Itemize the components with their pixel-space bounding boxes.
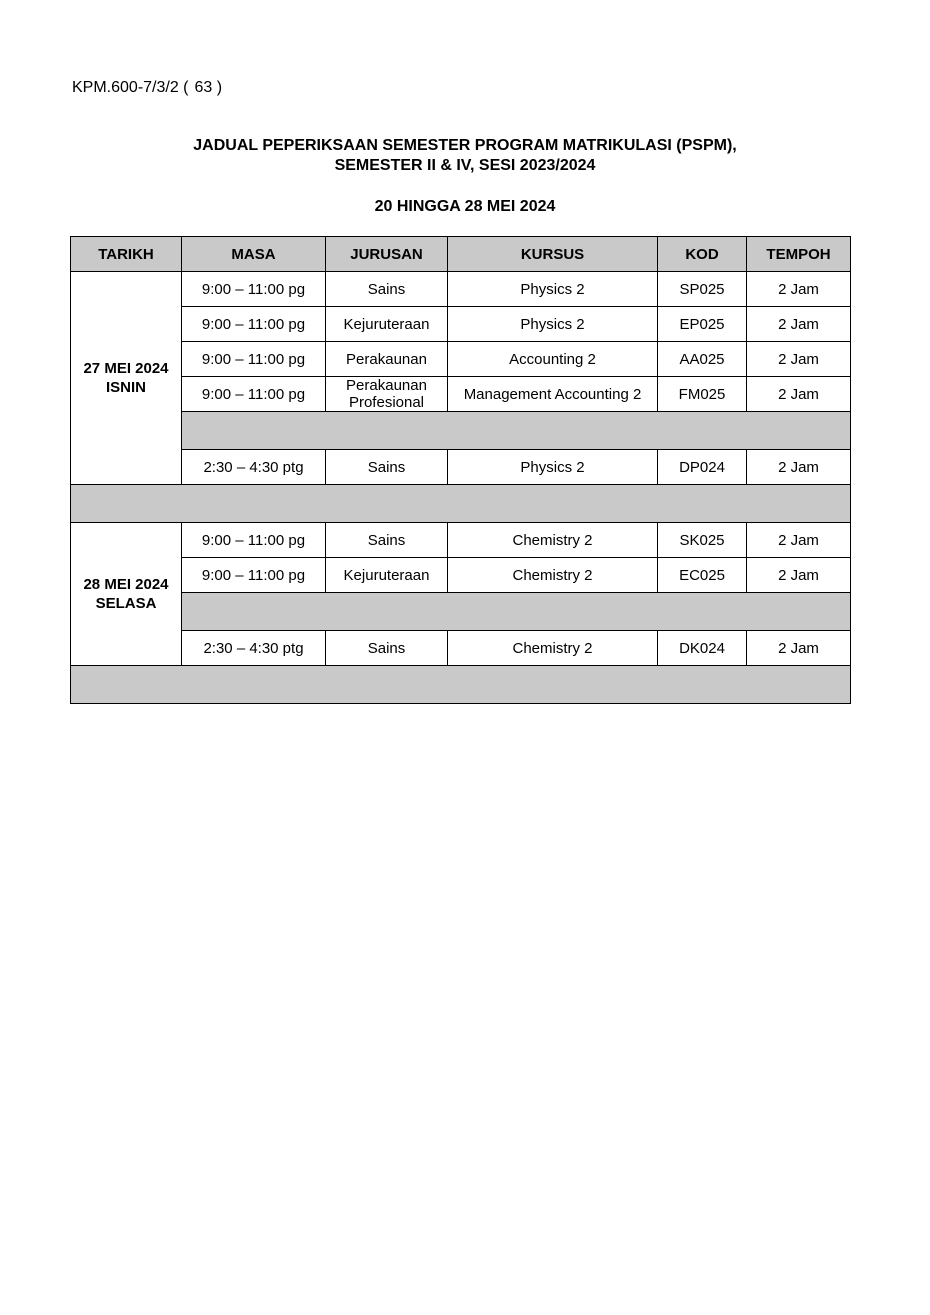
header-kod: KOD	[658, 237, 747, 272]
document-title-line1: JADUAL PEPERIKSAAN SEMESTER PROGRAM MATRIKULASI (PSPM),	[193, 137, 737, 154]
table-row	[71, 523, 851, 558]
cell-duration: 2 Jam	[747, 307, 851, 342]
cell-course: Physics 2	[448, 450, 658, 485]
department-line1: Perakaunan	[346, 377, 427, 394]
exam-schedule-table	[70, 236, 851, 704]
cell-course: Physics 2	[448, 272, 658, 307]
end-separator-row	[71, 666, 851, 704]
cell-duration: 2 Jam	[747, 558, 851, 593]
header-tarikh: TARIKH	[71, 237, 182, 272]
cell-time: 9:00 – 11:00 pg	[182, 307, 326, 342]
day-separator-row	[71, 485, 851, 523]
cell-department: Perakaunan	[326, 342, 448, 377]
table-row	[71, 272, 851, 307]
cell-course: Chemistry 2	[448, 523, 658, 558]
header-masa: MASA	[182, 237, 326, 272]
cell-code: SP025	[658, 272, 747, 307]
cell-department: Sains	[326, 631, 448, 666]
cell-code: FM025	[658, 377, 747, 412]
cell-department	[326, 377, 448, 412]
break-row	[71, 593, 851, 631]
date-day1: 27 MEI 2024	[83, 360, 169, 377]
header-kursus: KURSUS	[448, 237, 658, 272]
cell-code: AA025	[658, 342, 747, 377]
reference-number	[72, 79, 222, 97]
cell-time: 2:30 – 4:30 ptg	[182, 450, 326, 485]
cell-course: Physics 2	[448, 307, 658, 342]
weekday-day2: SELASA	[95, 595, 157, 612]
cell-department: Kejuruteraan	[326, 558, 448, 593]
date-cell-day1	[71, 272, 182, 485]
cell-code: DP024	[658, 450, 747, 485]
table-row	[71, 377, 851, 412]
department-line2: Profesional	[348, 394, 425, 411]
cell-course: Management Accounting 2	[448, 377, 658, 412]
cell-time: 9:00 – 11:00 pg	[182, 523, 326, 558]
table-row	[71, 558, 851, 593]
header-jurusan: JURUSAN	[326, 237, 448, 272]
date-cell-day2	[71, 523, 182, 666]
table-header-row	[71, 237, 851, 272]
document-title-line2: SEMESTER II & IV, SESI 2023/2024	[334, 157, 596, 174]
cell-department: Sains	[326, 272, 448, 307]
cell-duration: 2 Jam	[747, 523, 851, 558]
reference-sequence: 63	[194, 79, 213, 96]
date-day2: 28 MEI 2024	[83, 576, 169, 593]
cell-duration: 2 Jam	[747, 450, 851, 485]
reference-close: )	[216, 79, 223, 96]
cell-course: Chemistry 2	[448, 631, 658, 666]
header-tempoh: TEMPOH	[747, 237, 851, 272]
reference-code: KPM.600-7/3/2 (	[72, 79, 189, 96]
table-row	[71, 450, 851, 485]
cell-time: 9:00 – 11:00 pg	[182, 272, 326, 307]
cell-time: 9:00 – 11:00 pg	[182, 342, 326, 377]
table-row	[71, 631, 851, 666]
cell-duration: 2 Jam	[747, 272, 851, 307]
cell-code: EC025	[658, 558, 747, 593]
break-row	[71, 412, 851, 450]
cell-department: Sains	[326, 523, 448, 558]
day-separator-cell	[71, 485, 851, 523]
break-cell	[182, 593, 851, 631]
cell-code: DK024	[658, 631, 747, 666]
cell-time: 2:30 – 4:30 ptg	[182, 631, 326, 666]
cell-department: Sains	[326, 450, 448, 485]
table-row	[71, 307, 851, 342]
cell-duration: 2 Jam	[747, 377, 851, 412]
cell-time: 9:00 – 11:00 pg	[182, 558, 326, 593]
cell-duration: 2 Jam	[747, 342, 851, 377]
table-row	[71, 342, 851, 377]
end-separator-cell	[71, 666, 851, 704]
cell-duration: 2 Jam	[747, 631, 851, 666]
weekday-day1: ISNIN	[105, 379, 146, 396]
cell-code: EP025	[658, 307, 747, 342]
cell-time: 9:00 – 11:00 pg	[182, 377, 326, 412]
break-cell	[182, 412, 851, 450]
cell-department: Kejuruteraan	[326, 307, 448, 342]
cell-course: Accounting 2	[448, 342, 658, 377]
cell-course: Chemistry 2	[448, 558, 658, 593]
document-date-range: 20 HINGGA 28 MEI 2024	[374, 198, 556, 215]
cell-code: SK025	[658, 523, 747, 558]
